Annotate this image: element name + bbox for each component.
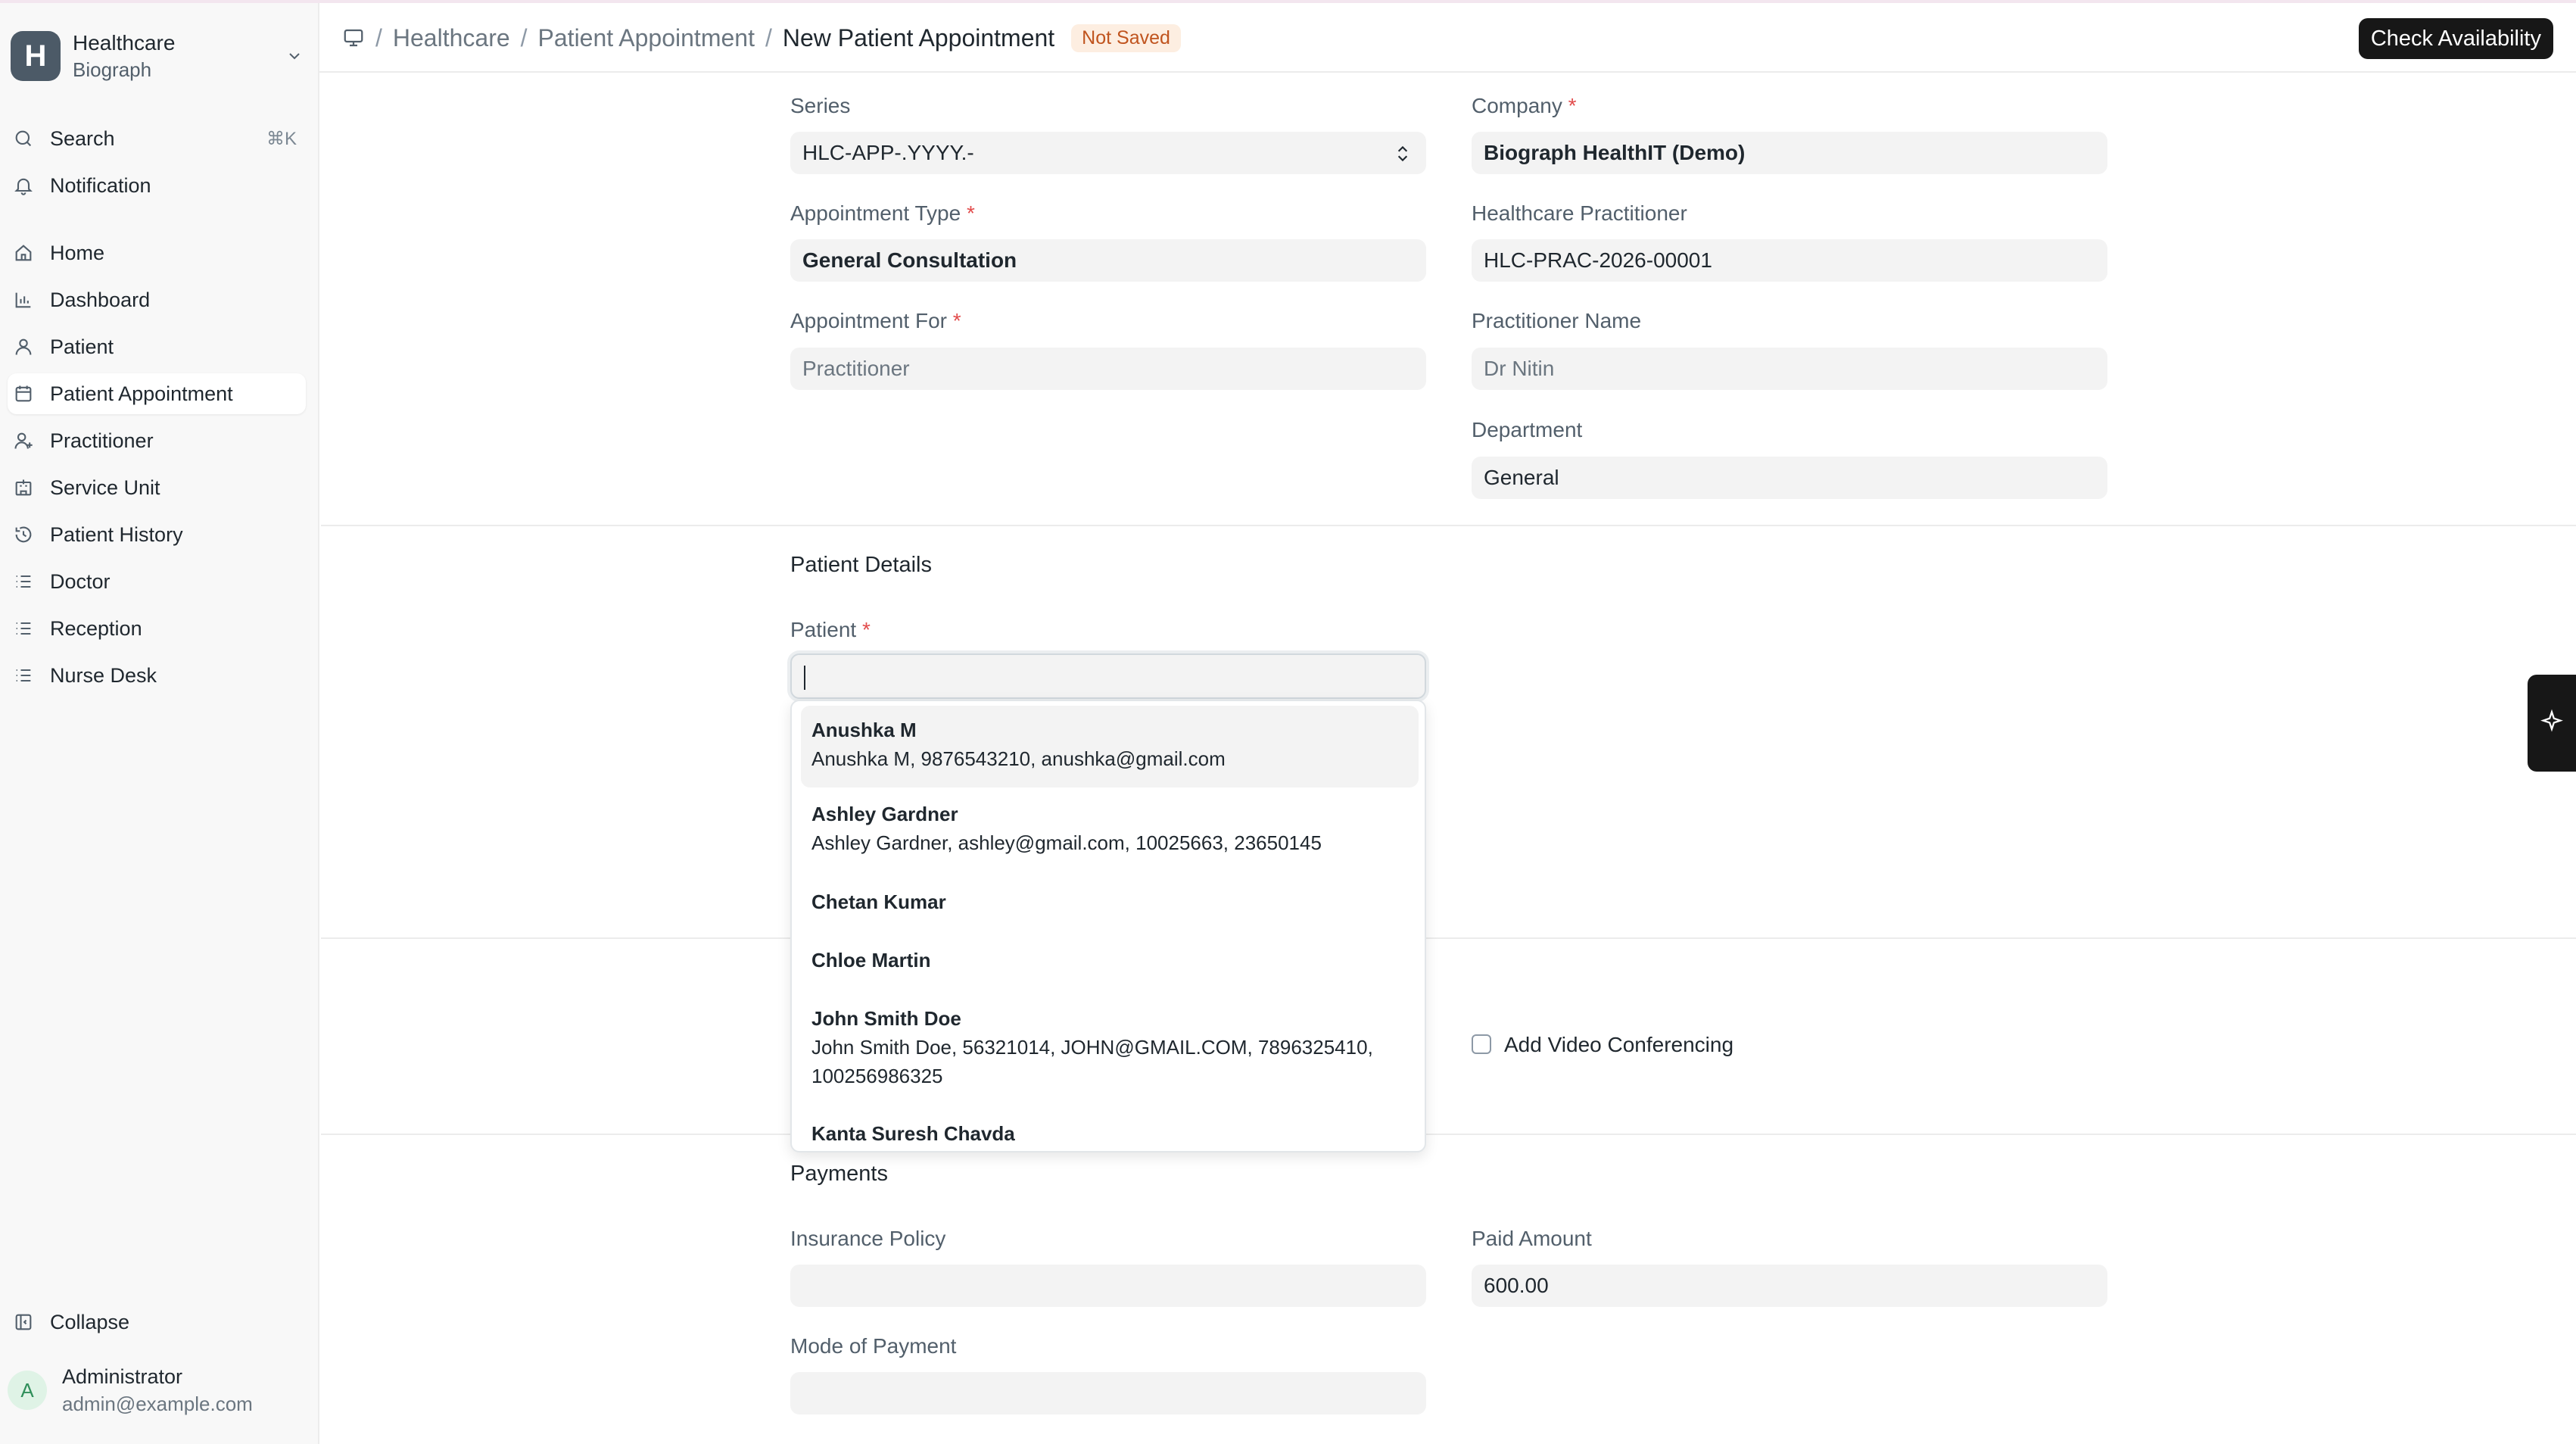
page-title: New Patient Appointment (782, 23, 1055, 51)
user-name: Administrator (62, 1365, 183, 1388)
sidebar-item-label: Patient History (50, 522, 183, 546)
list-icon (12, 664, 35, 687)
list-icon (12, 617, 35, 640)
page-header (319, 3, 2576, 73)
insurance-policy-label: Insurance Policy (790, 1227, 946, 1250)
sidebar-item-label: Home (50, 241, 105, 264)
bell-icon (12, 174, 35, 197)
patient-option-description: John Smith Doe, 56321014, JOHN@GMAIL.COM, 7896325410, (811, 1036, 1373, 1059)
department-label: Department (1472, 418, 1583, 441)
list-item[interactable] (801, 946, 1419, 990)
sidebar-item-label: Patient Appointment (50, 382, 233, 405)
building-icon (12, 476, 35, 499)
list-item[interactable] (801, 1004, 1419, 1107)
department-field: General (1472, 457, 2107, 499)
patient-option-description: Anushka M, 9876543210, anushka@gmail.com (811, 747, 1226, 770)
patient-option-name: John Smith Doe (811, 1007, 961, 1030)
sidebar-collapse-label: Collapse (50, 1310, 130, 1333)
sidebar-item-patient-appointment[interactable] (8, 373, 306, 414)
patient-option-description: 100256986325 (811, 1065, 943, 1087)
breadcrumb-healthcare[interactable]: Healthcare (392, 23, 510, 51)
sparkle-icon (2539, 709, 2565, 738)
chevron-down-icon (283, 45, 306, 67)
sidebar-item-service-unit[interactable] (8, 467, 306, 508)
user-email: admin@example.com (62, 1393, 253, 1415)
patient-option-name: Kanta Suresh Chavda (811, 1122, 1015, 1145)
practitioner-name-label: Practitioner Name (1472, 309, 1642, 332)
appointment-type-label: Appointment Type * (790, 201, 975, 225)
sidebar-item-label: Doctor (50, 569, 111, 593)
series-label: Series (790, 94, 851, 117)
sidebar-item-label: Practitioner (50, 429, 154, 452)
series-value: HLC-APP-.YYYY.- (802, 141, 974, 164)
history-icon (12, 523, 35, 546)
video-conferencing-checkbox[interactable] (1472, 1034, 1491, 1054)
video-conferencing-label: Add Video Conferencing (1504, 1033, 1734, 1056)
search-shortcut: ⌘K (266, 128, 297, 149)
sidebar-item-label: Nurse Desk (50, 663, 157, 687)
appointment-type-field[interactable]: General Consultation (790, 239, 1426, 282)
check-availability-button[interactable]: Check Availability (2359, 18, 2553, 59)
list-item[interactable] (801, 800, 1419, 880)
sidebar-notification-label: Notification (50, 173, 151, 197)
paid-amount-label: Paid Amount (1472, 1227, 1592, 1250)
company-label: Company * (1472, 94, 1577, 117)
sidebar-item-nurse-desk[interactable] (8, 655, 306, 696)
sidebar-search-label: Search (50, 126, 115, 150)
patient-dropdown (790, 700, 1426, 1152)
status-badge: Not Saved (1071, 24, 1181, 52)
text-caret (804, 666, 805, 690)
user-icon (12, 335, 35, 358)
home-icon (12, 242, 35, 264)
sidebar-item-doctor[interactable] (8, 561, 306, 602)
calendar-icon (12, 382, 35, 405)
patient-option-name: Anushka M (811, 719, 917, 741)
patient-option-name: Chetan Kumar (811, 890, 946, 913)
patient-input[interactable] (790, 653, 1426, 699)
sidebar-item-home[interactable] (8, 232, 306, 273)
desk-icon[interactable] (342, 27, 365, 49)
collapse-sidebar-icon (12, 1311, 35, 1333)
sidebar-item-patient[interactable] (8, 326, 306, 367)
ai-assistant-button[interactable] (2528, 675, 2576, 772)
company-field[interactable]: Biograph HealthIT (Demo) (1472, 132, 2107, 174)
mode-of-payment-label: Mode of Payment (790, 1334, 957, 1358)
bar-chart-icon (12, 288, 35, 311)
section-divider (321, 1134, 2576, 1135)
appointment-for-label: Appointment For * (790, 309, 961, 332)
sidebar-item-practitioner[interactable] (8, 420, 306, 461)
sidebar-item-dashboard[interactable] (8, 279, 306, 320)
sidebar-item-label: Patient (50, 335, 114, 358)
series-select[interactable] (790, 132, 1426, 174)
sidebar-notification[interactable] (8, 165, 306, 206)
search-icon (12, 127, 35, 150)
breadcrumb (342, 23, 1181, 53)
insurance-policy-field[interactable] (790, 1265, 1426, 1307)
breadcrumb-separator: / (765, 23, 772, 51)
healthcare-practitioner-label: Healthcare Practitioner (1472, 201, 1687, 225)
breadcrumb-separator: / (375, 23, 382, 51)
sidebar (0, 3, 319, 1444)
section-divider (321, 525, 2576, 526)
sidebar-item-label: Dashboard (50, 288, 151, 311)
workspace-name: Healthcare (73, 31, 176, 55)
workspace-switcher[interactable] (11, 26, 306, 86)
patient-option-name: Ashley Gardner (811, 803, 958, 825)
sidebar-collapse[interactable] (8, 1302, 306, 1343)
workspace-subtitle: Biograph (73, 58, 152, 81)
section-divider (321, 937, 2576, 939)
user-plus-icon (12, 429, 35, 452)
avatar: A (8, 1371, 47, 1410)
paid-amount-field[interactable]: 600.00 (1472, 1265, 2107, 1307)
sidebar-search[interactable] (8, 118, 306, 159)
payments-title: Payments (790, 1162, 888, 1186)
patient-option-name: Chloe Martin (811, 949, 931, 972)
sidebar-item-label: Service Unit (50, 476, 160, 499)
user-menu[interactable] (8, 1358, 306, 1422)
list-item[interactable] (801, 706, 1419, 787)
patient-details-title: Patient Details (790, 553, 932, 577)
breadcrumb-patient-appointment[interactable]: Patient Appointment (537, 23, 755, 51)
patient-label: Patient * (790, 618, 871, 641)
breadcrumb-separator: / (520, 23, 528, 51)
patient-option-description: Ashley Gardner, ashley@gmail.com, 10025663, 23650145 (811, 831, 1322, 854)
select-arrows-icon (1393, 142, 1413, 165)
sidebar-item-reception[interactable] (8, 608, 306, 649)
list-item[interactable] (801, 887, 1419, 931)
healthcare-practitioner-field[interactable]: HLC-PRAC-2026-00001 (1472, 239, 2107, 282)
appointment-for-field[interactable]: Practitioner (790, 348, 1426, 390)
list-item[interactable] (801, 1119, 1419, 1152)
workspace-logo: H (11, 31, 61, 81)
practitioner-name-field: Dr Nitin (1472, 348, 2107, 390)
sidebar-item-patient-history[interactable] (8, 514, 306, 555)
sidebar-item-label: Reception (50, 616, 142, 640)
list-icon (12, 570, 35, 593)
mode-of-payment-field[interactable] (790, 1372, 1426, 1414)
